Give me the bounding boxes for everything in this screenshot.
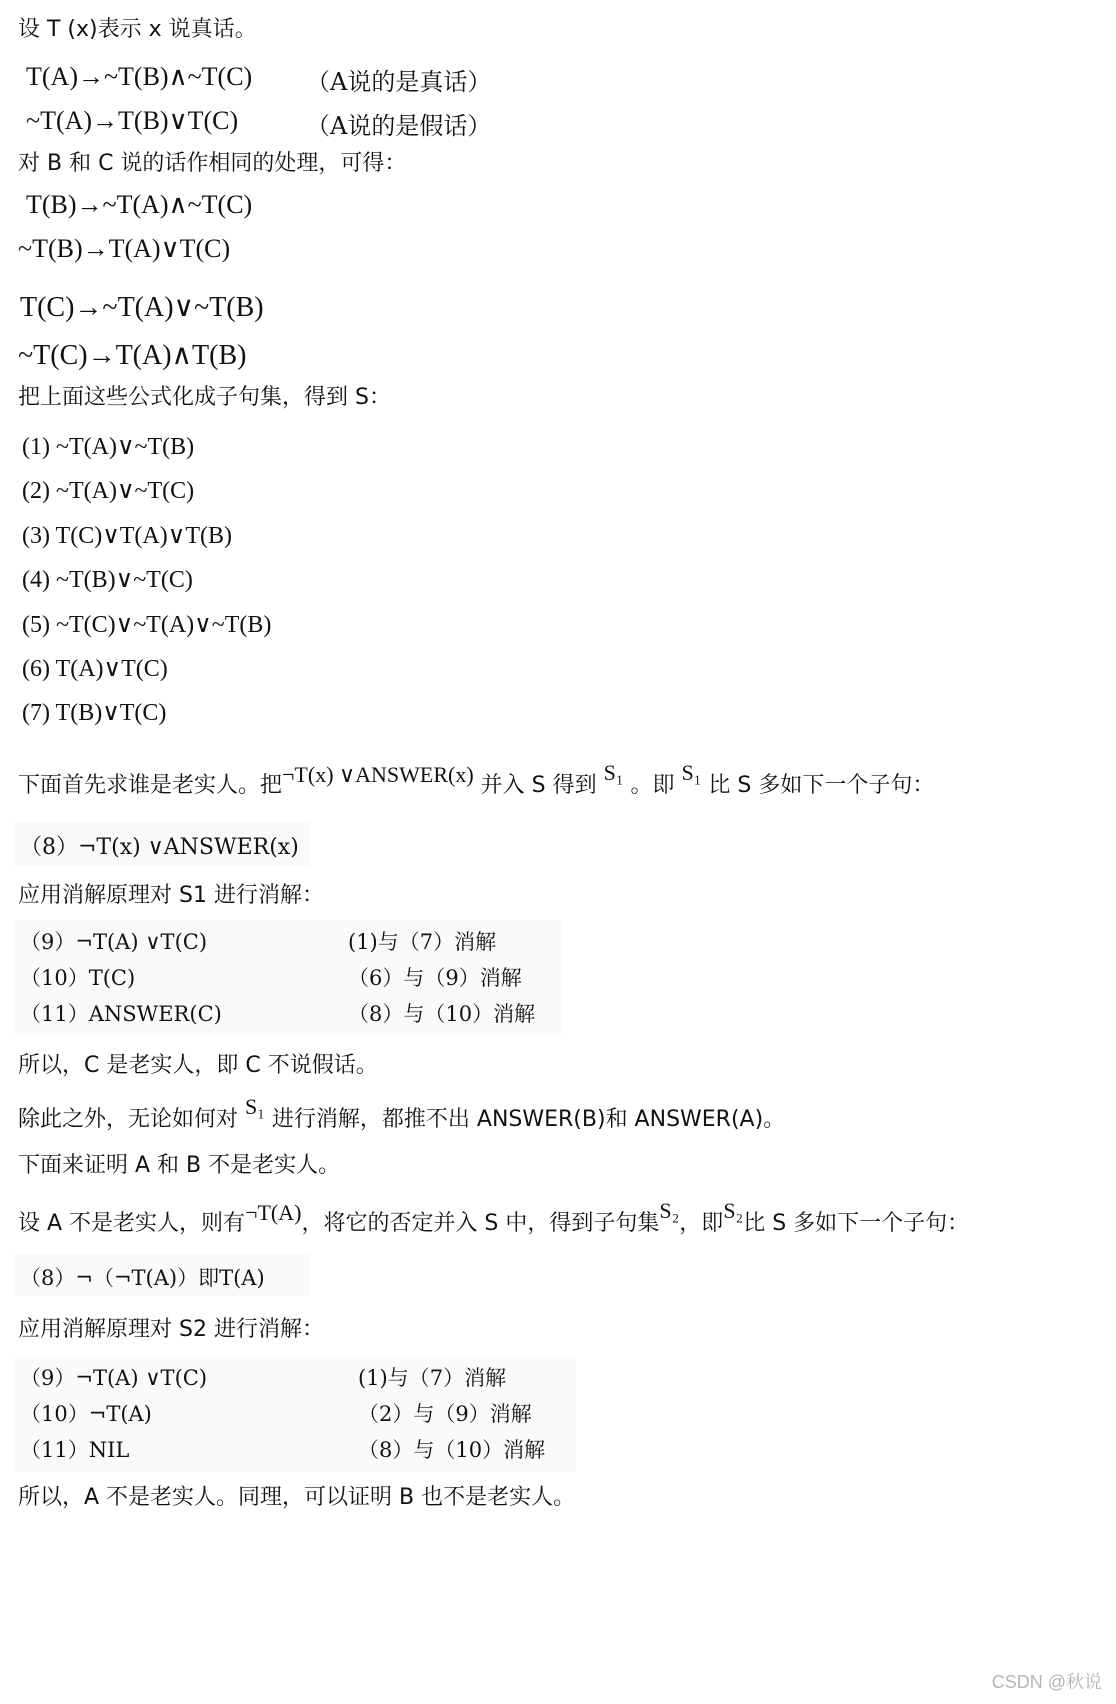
bc-intro-line: 对 B 和 C 说的话作相同的处理，可得：: [18, 151, 407, 176]
clause-item: (5) ~T(C)∨~T(A)∨~T(B): [22, 612, 272, 638]
resolution-source: (1)与（7）消解: [348, 930, 497, 954]
resolve-s1-line: 应用消解原理对 S1 进行消解：: [18, 883, 324, 908]
s1-remark-line: [18, 1094, 786, 1133]
text-segment: ，即: [679, 1211, 724, 1236]
clause-set-intro: 把上面这些公式化成子句集，得到 S：: [18, 385, 391, 410]
text-segment: 比 S 多如下一个子句：: [743, 1211, 970, 1236]
resolution-table-s1: [14, 920, 562, 1036]
resolution-source: （2）与（9）消解: [358, 1402, 532, 1426]
resolution-source: （8）与（10）消解: [358, 1438, 546, 1462]
text-segment: 除此之外，无论如何对: [18, 1107, 245, 1132]
formula-expr: T(A)→~T(B)∧~T(C): [26, 62, 253, 91]
text-segment: 下面首先求谁是老实人。把: [18, 773, 283, 798]
text-segment: 比 S 多如下一个子句：: [701, 773, 935, 798]
resolution-table-s2: [14, 1356, 576, 1472]
clause-8b: （8）¬（¬T(A)）即T(A): [20, 1266, 265, 1290]
clause-item: (1) ~T(A)∨~T(B): [22, 434, 195, 460]
resolution-step: （11）ANSWER(C): [20, 1002, 222, 1026]
csdn-watermark: CSDN @秋说: [991, 1672, 1102, 1692]
s1-symbol: S₁: [681, 760, 702, 785]
text-segment: 并入 S 得到: [473, 773, 604, 798]
clause-item: (6) T(A)∨T(C): [22, 656, 168, 682]
clause-item: (7) T(B)∨T(C): [22, 700, 167, 726]
clause-8: （8）¬T(x) ∨ANSWER(x): [20, 835, 299, 860]
final-conclusion-line: 所以，A 不是老实人。同理，可以证明 B 也不是老实人。: [18, 1485, 576, 1510]
resolution-source: （6）与（9）消解: [348, 966, 522, 990]
clause-8b-image: [14, 1254, 310, 1296]
text-segment: 。即: [623, 773, 682, 798]
resolve-s2-line: 应用消解原理对 S2 进行消解：: [18, 1317, 324, 1342]
s2-symbol: S₂: [723, 1198, 744, 1223]
formula-note: （A说的是真话）: [306, 68, 492, 96]
resolution-step: （9）¬T(A) ∨T(C): [20, 1366, 208, 1390]
text-segment: 进行消解，都推不出 ANSWER(B)和 ANSWER(A)。: [264, 1107, 786, 1132]
formula-c-true: T(C)→~T(A)∨~T(B): [20, 292, 264, 323]
resolution-source: (1)与（7）消解: [358, 1366, 507, 1390]
assume-a-line: [18, 1198, 970, 1237]
formula-a-false: [26, 106, 492, 140]
s2-symbol: S₂: [659, 1198, 680, 1223]
formula-c-false: ~T(C)→T(A)∧T(B): [18, 340, 247, 371]
resolution-source: （8）与（10）消解: [348, 1002, 536, 1026]
s1-symbol: S₁: [245, 1094, 265, 1119]
resolution-step: （10）T(C): [20, 966, 136, 990]
text-segment: ，将它的否定并入 S 中，得到子句集: [301, 1211, 660, 1236]
answer-formula: ¬T(x) ∨ANSWER(x): [282, 762, 474, 787]
resolution-step: （9）¬T(A) ∨T(C): [20, 930, 208, 954]
clause-item: (2) ~T(A)∨~T(C): [22, 478, 195, 504]
formula-a-true: [26, 62, 492, 96]
s1-symbol: S₁: [603, 760, 624, 785]
formula-b-false: ~T(B)→T(A)∨T(C): [18, 234, 231, 263]
answer-intro-line: [18, 760, 935, 799]
clause-8-image: [14, 822, 310, 866]
conclusion-c-line: 所以，C 是老实人，即 C 不说假话。: [18, 1053, 378, 1078]
formula-note: （A说的是假话）: [306, 112, 492, 140]
formula-b-true: T(B)→~T(A)∧~T(C): [26, 190, 253, 219]
resolution-step: （11）NIL: [20, 1438, 130, 1462]
not-ta-formula: ¬T(A): [245, 1200, 302, 1225]
clause-item: (4) ~T(B)∨~T(C): [22, 567, 193, 593]
clause-item: (3) T(C)∨T(A)∨T(B): [22, 523, 232, 549]
text-segment: 设 A 不是老实人，则有: [18, 1211, 246, 1236]
formula-expr: ~T(A)→T(B)∨T(C): [26, 106, 239, 135]
intro-line: 设 T (x)表示 x 说真话。: [18, 17, 257, 42]
resolution-step: （10）¬T(A): [20, 1402, 152, 1426]
prove-ab-line: 下面来证明 A 和 B 不是老实人。: [18, 1153, 341, 1178]
